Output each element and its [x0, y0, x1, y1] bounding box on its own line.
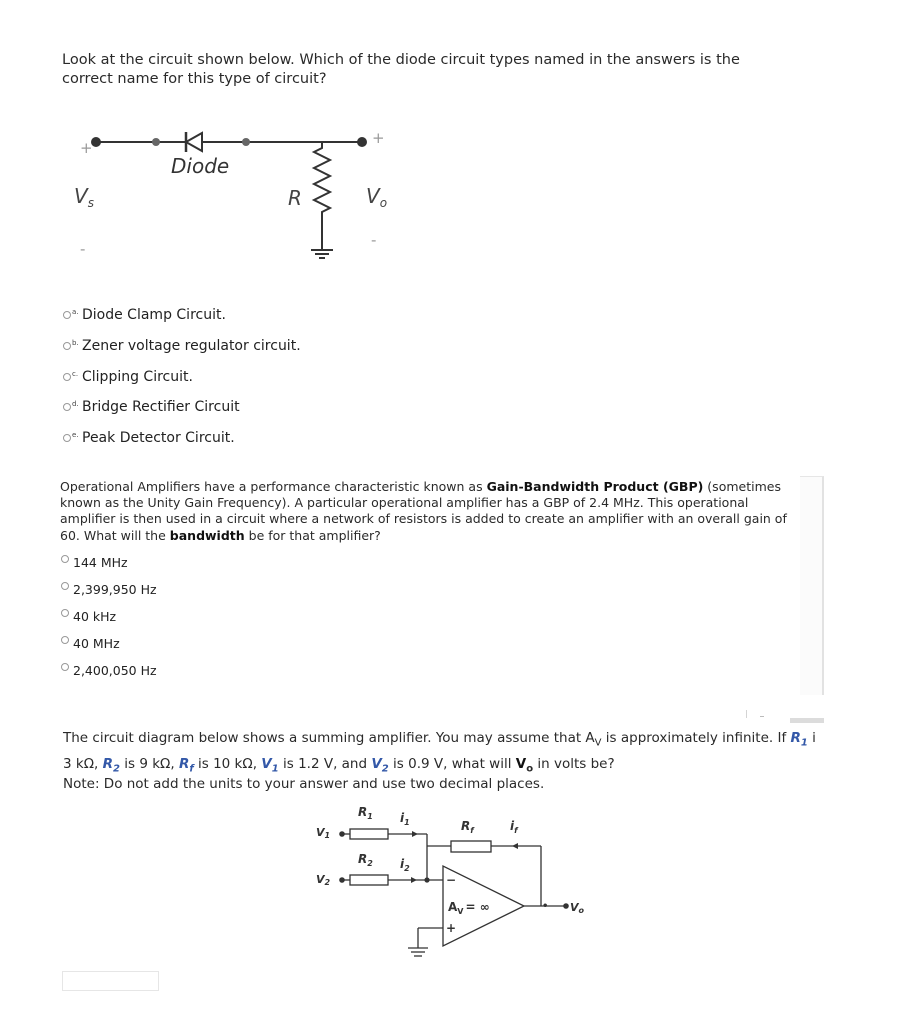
r1-label: R — [358, 805, 368, 819]
question-2-prompt: Operational Amplifiers have a performance characteristic known as Gain-Bandwidth Product (GBP) (sometimes known as the Unity Gain Frequency). A particular operational amplifier has a GBP of 2.4 MHz. This operational amplifier is then used in a circuit where a network of resistors is added to create an amplifier with an overall gain of 60. What will the bandwidth be for that amplifier? — [60, 479, 787, 543]
svg-text:i2: $i_2$ — [400, 857, 410, 873]
diode-label: Diode — [171, 154, 230, 178]
vo-output-label: V — [570, 901, 579, 914]
inverting-input-sign: − — [446, 873, 457, 887]
radio-button[interactable] — [63, 434, 71, 442]
radio-button[interactable] — [63, 403, 71, 411]
radio-button[interactable] — [61, 663, 69, 671]
q2-option-1[interactable] — [61, 553, 128, 571]
radio-button[interactable] — [61, 636, 69, 644]
option-text: 144 MHz — [73, 554, 128, 570]
vs-label: V — [74, 184, 88, 208]
q2-option-3[interactable] — [61, 607, 116, 625]
option-text: 2,399,950 Hz — [73, 581, 157, 597]
i1-label: i — [400, 811, 405, 825]
option-text: Bridge Rectifier Circuit — [82, 399, 240, 415]
vs-subscript: s — [87, 196, 94, 210]
option-letter: e. — [72, 431, 79, 439]
option-text: Clipping Circuit. — [82, 369, 193, 385]
answer-input[interactable] — [62, 971, 159, 991]
svg-text:V2: V2 — [316, 873, 331, 887]
if-label: i — [510, 819, 515, 833]
resistor-label: R — [288, 186, 302, 210]
q2-option-4[interactable] — [61, 634, 120, 652]
svg-text:Rf: $R_f$ — [461, 819, 474, 835]
vs-minus: - — [80, 240, 86, 258]
option-text: Zener voltage regulator circuit. — [82, 338, 301, 354]
option-text: 40 MHz — [73, 635, 120, 651]
radio-button[interactable] — [63, 373, 71, 381]
q1-option-b[interactable] — [63, 336, 301, 356]
svg-text:R1: $R_1$ — [358, 805, 373, 821]
vs-plus: + — [80, 139, 93, 157]
question-3-note: Note: Do not add the units to your answer and use two decimal places. — [63, 776, 545, 792]
radio-button[interactable] — [63, 342, 71, 350]
question-2-frame-edge — [800, 476, 824, 695]
frame-edge-tick — [746, 710, 747, 718]
question-1-prompt: Look at the circuit shown below. Which of the diode circuit types named in the answers is the correct name for this type of circuit? — [62, 52, 740, 87]
svg-text:Vo — [366, 184, 387, 210]
svg-text:if: $i_f$ — [510, 819, 518, 835]
i2-label: i — [400, 857, 405, 871]
bandwidth-term: bandwidth — [169, 527, 245, 543]
option-letter: c. — [72, 370, 79, 378]
option-text: Peak Detector Circuit. — [82, 430, 235, 446]
radio-button[interactable] — [61, 609, 69, 617]
svg-text:i1: $i_1$ — [400, 811, 410, 827]
option-text: 2,400,050 Hz — [73, 662, 157, 678]
q1-option-d[interactable] — [63, 397, 240, 417]
svg-text:V1: V1 — [316, 826, 331, 840]
question-3-prompt: The circuit diagram below shows a summing amplifier. You may assume that $A_V$ is approximately infinite. If $R_1$ i 3 kΩ, $R_2$ is 9 kΩ, $R_f$ is 10 kΩ, $V_1$ is 1.2 V, and $V_2$ is 0.9 V, what will $V_o$ in volts be? — [63, 730, 816, 775]
noninverting-input-sign: + — [446, 921, 457, 935]
q1-option-a[interactable] — [63, 305, 226, 325]
svg-text:Vs — [74, 184, 94, 210]
radio-button[interactable] — [63, 311, 71, 319]
option-text: Diode Clamp Circuit. — [82, 307, 226, 323]
q2-option-5[interactable] — [61, 661, 157, 679]
open-loop-gain-label: $A_V$ = ∞ — [448, 900, 490, 916]
vo-plus: + — [372, 129, 385, 147]
frame-edge-mark — [760, 716, 764, 717]
frame-edge-bar — [790, 718, 824, 723]
summing-amplifier-diagram — [0, 790, 905, 970]
v2-label: V — [316, 873, 325, 886]
radio-button[interactable] — [61, 555, 69, 563]
v1-label: V — [316, 826, 325, 839]
diode-circuit-diagram — [0, 0, 905, 300]
r2-label: R — [358, 852, 368, 866]
radio-button[interactable] — [61, 582, 69, 590]
diode-symbol — [186, 132, 202, 152]
vo-subscript: o — [379, 196, 388, 210]
svg-text:Vo: Vo — [570, 901, 585, 915]
option-letter: d. — [72, 400, 79, 408]
svg-text:R2: $R_2$ — [358, 852, 373, 868]
option-text: 40 kHz — [73, 608, 117, 624]
vo-minus: - — [371, 231, 377, 249]
q1-option-e[interactable] — [63, 428, 235, 448]
q2-option-2[interactable] — [61, 580, 157, 598]
option-letter: b. — [72, 339, 79, 347]
rf-label: R — [461, 819, 471, 833]
option-letter: a. — [72, 308, 79, 316]
vo-label: V — [366, 184, 380, 208]
q1-option-c[interactable] — [63, 367, 193, 387]
gbp-term: Gain-Bandwidth Product (GBP) — [486, 479, 704, 494]
svg-text:•: • — [542, 901, 549, 912]
